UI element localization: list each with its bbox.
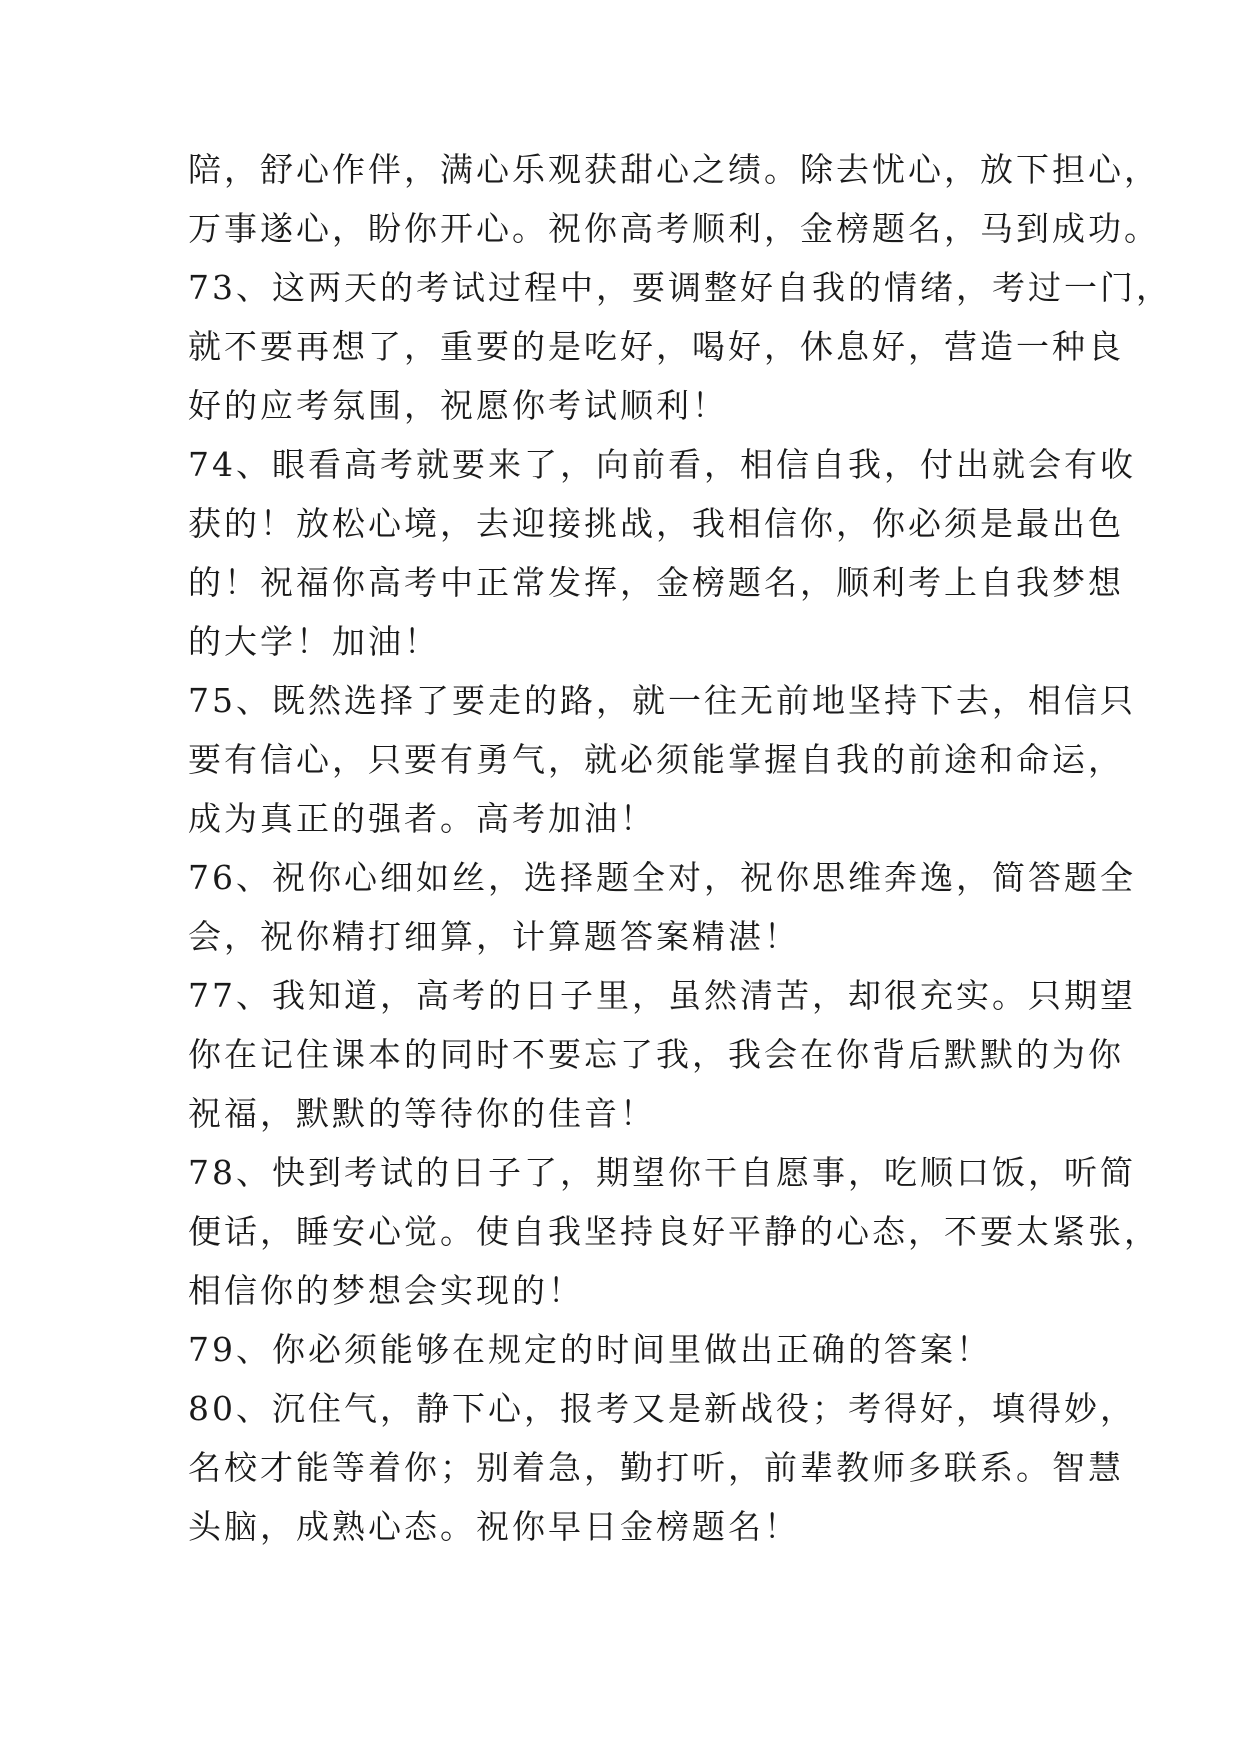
text-line: 80、沉住气，静下心，报考又是新战役；考得好，填得妙， bbox=[188, 1389, 1136, 1428]
text-line: 万事遂心，盼你开心。祝你高考顺利，金榜题名，马到成功。 bbox=[188, 209, 1160, 248]
text-line: 74、眼看高考就要来了，向前看，相信自我，付出就会有收 bbox=[188, 445, 1136, 484]
text-line: 祝福，默默的等待你的佳音！ bbox=[188, 1094, 656, 1133]
text-line: 会，祝你精打细算，计算题答案精湛！ bbox=[188, 917, 800, 956]
text-line: 73、这两天的考试过程中，要调整好自我的情绪，考过一门， bbox=[188, 268, 1172, 307]
text-line: 便话，睡安心觉。使自我坚持良好平静的心态，不要太紧张， bbox=[188, 1212, 1160, 1251]
text-line: 的！祝福你高考中正常发挥，金榜题名，顺利考上自我梦想 bbox=[188, 563, 1124, 602]
text-line: 相信你的梦想会实现的！ bbox=[188, 1271, 584, 1310]
document-body bbox=[188, 140, 1172, 1556]
text-line: 76、祝你心细如丝，选择题全对，祝你思维奔逸，简答题全 bbox=[188, 858, 1136, 897]
text-line: 就不要再想了，重要的是吃好，喝好，休息好，营造一种良 bbox=[188, 327, 1124, 366]
text-line: 的大学！加油！ bbox=[188, 622, 440, 661]
text-line: 成为真正的强者。高考加油！ bbox=[188, 799, 656, 838]
text-line: 名校才能等着你；别着急，勤打听，前辈教师多联系。智慧 bbox=[188, 1448, 1124, 1487]
text-line: 77、我知道，高考的日子里，虽然清苦，却很充实。只期望 bbox=[188, 976, 1136, 1015]
text-line: 要有信心，只要有勇气，就必须能掌握自我的前途和命运， bbox=[188, 740, 1124, 779]
text-line: 75、既然选择了要走的路，就一往无前地坚持下去，相信只 bbox=[188, 681, 1136, 720]
text-line: 陪，舒心作伴，满心乐观获甜心之绩。除去忧心，放下担心， bbox=[188, 150, 1160, 189]
text-line: 你在记住课本的同时不要忘了我，我会在你背后默默的为你 bbox=[188, 1035, 1124, 1074]
text-line: 头脑，成熟心态。祝你早日金榜题名！ bbox=[188, 1507, 800, 1546]
text-line: 79、你必须能够在规定的时间里做出正确的答案！ bbox=[188, 1330, 992, 1369]
text-line: 获的！放松心境，去迎接挑战，我相信你，你必须是最出色 bbox=[188, 504, 1124, 543]
text-line: 好的应考氛围，祝愿你考试顺利！ bbox=[188, 386, 728, 425]
text-line: 78、快到考试的日子了，期望你干自愿事，吃顺口饭，听简 bbox=[188, 1153, 1136, 1192]
